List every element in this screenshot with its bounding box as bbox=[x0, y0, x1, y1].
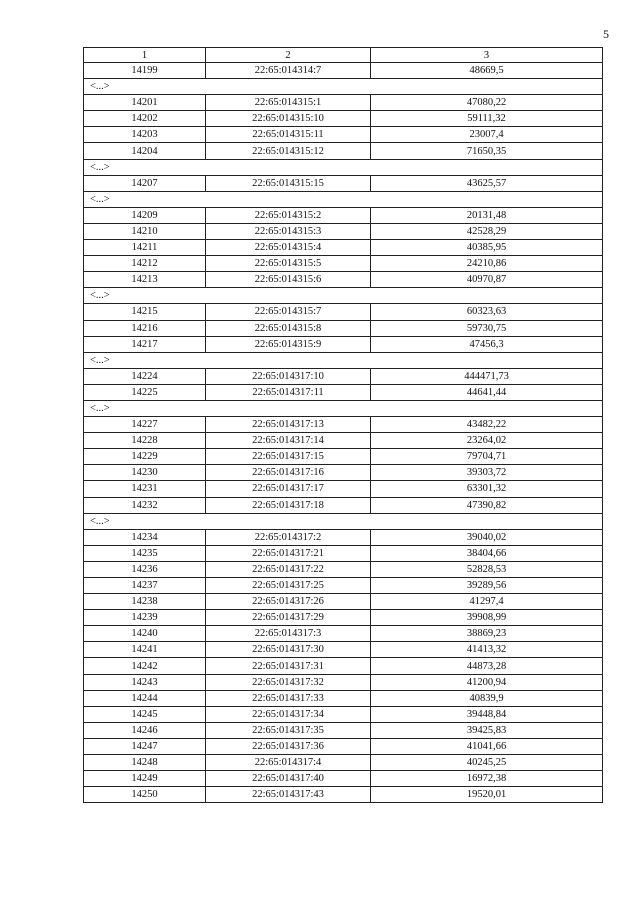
table-row bbox=[84, 111, 603, 127]
omission-marker: <...> bbox=[84, 352, 603, 368]
row-number-cell: 14238 bbox=[84, 594, 206, 610]
cadastral-number-cell: 22:65:014315:11 bbox=[206, 127, 371, 143]
row-number-cell: 14243 bbox=[84, 674, 206, 690]
row-number-cell: 14203 bbox=[84, 127, 206, 143]
column-header-1: 1 bbox=[84, 48, 206, 63]
table-row bbox=[84, 384, 603, 400]
table-row bbox=[84, 433, 603, 449]
value-cell: 38869,23 bbox=[371, 626, 603, 642]
omission-row bbox=[84, 400, 603, 416]
row-number-cell: 14201 bbox=[84, 95, 206, 111]
table-row bbox=[84, 207, 603, 223]
row-number-cell: 14245 bbox=[84, 706, 206, 722]
table-row bbox=[84, 755, 603, 771]
table-header-row bbox=[84, 48, 603, 63]
row-number-cell: 14207 bbox=[84, 175, 206, 191]
column-header-3: 3 bbox=[371, 48, 603, 63]
value-cell: 40385,95 bbox=[371, 240, 603, 256]
table-row bbox=[84, 561, 603, 577]
omission-row bbox=[84, 288, 603, 304]
value-cell: 41297,4 bbox=[371, 594, 603, 610]
table-row bbox=[84, 658, 603, 674]
value-cell: 40970,87 bbox=[371, 272, 603, 288]
value-cell: 47456,3 bbox=[371, 336, 603, 352]
omission-row bbox=[84, 79, 603, 95]
value-cell: 71650,35 bbox=[371, 143, 603, 159]
row-number-cell: 14225 bbox=[84, 384, 206, 400]
value-cell: 41413,32 bbox=[371, 642, 603, 658]
cadastral-number-cell: 22:65:014317:17 bbox=[206, 481, 371, 497]
row-number-cell: 14231 bbox=[84, 481, 206, 497]
row-number-cell: 14210 bbox=[84, 223, 206, 239]
omission-marker: <...> bbox=[84, 79, 603, 95]
cadastral-number-cell: 22:65:014314:7 bbox=[206, 63, 371, 79]
table-row bbox=[84, 497, 603, 513]
cadastral-number-cell: 22:65:014315:3 bbox=[206, 223, 371, 239]
value-cell: 39289,56 bbox=[371, 578, 603, 594]
value-cell: 39908,99 bbox=[371, 610, 603, 626]
value-cell: 44641,44 bbox=[371, 384, 603, 400]
value-cell: 40839,9 bbox=[371, 690, 603, 706]
cadastral-number-cell: 22:65:014317:33 bbox=[206, 690, 371, 706]
omission-row bbox=[84, 352, 603, 368]
table-row bbox=[84, 674, 603, 690]
cadastral-number-cell: 22:65:014317:4 bbox=[206, 755, 371, 771]
value-cell: 40245,25 bbox=[371, 755, 603, 771]
row-number-cell: 14213 bbox=[84, 272, 206, 288]
row-number-cell: 14224 bbox=[84, 368, 206, 384]
row-number-cell: 14211 bbox=[84, 240, 206, 256]
table-row bbox=[84, 95, 603, 111]
omission-marker: <...> bbox=[84, 513, 603, 529]
row-number-cell: 14212 bbox=[84, 256, 206, 272]
cadastral-number-cell: 22:65:014317:10 bbox=[206, 368, 371, 384]
table-row bbox=[84, 610, 603, 626]
table-row bbox=[84, 787, 603, 803]
cadastral-number-cell: 22:65:014315:4 bbox=[206, 240, 371, 256]
omission-marker: <...> bbox=[84, 400, 603, 416]
value-cell: 52828,53 bbox=[371, 561, 603, 577]
table-row bbox=[84, 256, 603, 272]
row-number-cell: 14237 bbox=[84, 578, 206, 594]
value-cell: 47390,82 bbox=[371, 497, 603, 513]
cadastral-number-cell: 22:65:014317:36 bbox=[206, 738, 371, 754]
omission-row bbox=[84, 159, 603, 175]
cadastral-number-cell: 22:65:014317:15 bbox=[206, 449, 371, 465]
table-row bbox=[84, 417, 603, 433]
table-row bbox=[84, 594, 603, 610]
table-row bbox=[84, 143, 603, 159]
omission-row bbox=[84, 191, 603, 207]
value-cell: 59111,32 bbox=[371, 111, 603, 127]
cadastral-number-cell: 22:65:014317:35 bbox=[206, 722, 371, 738]
cadastral-number-cell: 22:65:014317:31 bbox=[206, 658, 371, 674]
table-row bbox=[84, 722, 603, 738]
row-number-cell: 14242 bbox=[84, 658, 206, 674]
row-number-cell: 14241 bbox=[84, 642, 206, 658]
table-row bbox=[84, 223, 603, 239]
row-number-cell: 14232 bbox=[84, 497, 206, 513]
value-cell: 41041,66 bbox=[371, 738, 603, 754]
table-row bbox=[84, 529, 603, 545]
row-number-cell: 14236 bbox=[84, 561, 206, 577]
omission-marker: <...> bbox=[84, 191, 603, 207]
row-number-cell: 14247 bbox=[84, 738, 206, 754]
table-row bbox=[84, 175, 603, 191]
omission-marker: <...> bbox=[84, 159, 603, 175]
table-row bbox=[84, 545, 603, 561]
cadastral-number-cell: 22:65:014317:34 bbox=[206, 706, 371, 722]
cadastral-number-cell: 22:65:014315:10 bbox=[206, 111, 371, 127]
row-number-cell: 14248 bbox=[84, 755, 206, 771]
value-cell: 63301,32 bbox=[371, 481, 603, 497]
cadastral-number-cell: 22:65:014317:3 bbox=[206, 626, 371, 642]
row-number-cell: 14228 bbox=[84, 433, 206, 449]
cadastral-number-cell: 22:65:014315:1 bbox=[206, 95, 371, 111]
table-row bbox=[84, 304, 603, 320]
cadastral-number-cell: 22:65:014317:30 bbox=[206, 642, 371, 658]
table-row bbox=[84, 626, 603, 642]
omission-row bbox=[84, 513, 603, 529]
table-row bbox=[84, 690, 603, 706]
cadastral-number-cell: 22:65:014317:32 bbox=[206, 674, 371, 690]
table-row bbox=[84, 63, 603, 79]
cadastral-number-cell: 22:65:014317:26 bbox=[206, 594, 371, 610]
row-number-cell: 14250 bbox=[84, 787, 206, 803]
value-cell: 43482,22 bbox=[371, 417, 603, 433]
cadastral-number-cell: 22:65:014315:9 bbox=[206, 336, 371, 352]
table-row bbox=[84, 240, 603, 256]
cadastral-number-cell: 22:65:014317:40 bbox=[206, 771, 371, 787]
row-number-cell: 14217 bbox=[84, 336, 206, 352]
value-cell: 44873,28 bbox=[371, 658, 603, 674]
cadastral-number-cell: 22:65:014317:2 bbox=[206, 529, 371, 545]
data-table bbox=[83, 47, 603, 803]
row-number-cell: 14244 bbox=[84, 690, 206, 706]
cadastral-number-cell: 22:65:014315:12 bbox=[206, 143, 371, 159]
row-number-cell: 14215 bbox=[84, 304, 206, 320]
cadastral-number-cell: 22:65:014317:11 bbox=[206, 384, 371, 400]
table-body bbox=[84, 48, 603, 803]
value-cell: 42528,29 bbox=[371, 223, 603, 239]
cadastral-number-cell: 22:65:014315:15 bbox=[206, 175, 371, 191]
cadastral-number-cell: 22:65:014317:29 bbox=[206, 610, 371, 626]
page-number: 5 bbox=[603, 27, 609, 41]
row-number-cell: 14249 bbox=[84, 771, 206, 787]
cadastral-number-cell: 22:65:014317:43 bbox=[206, 787, 371, 803]
cadastral-number-cell: 22:65:014317:25 bbox=[206, 578, 371, 594]
row-number-cell: 14216 bbox=[84, 320, 206, 336]
value-cell: 39040,02 bbox=[371, 529, 603, 545]
row-number-cell: 14199 bbox=[84, 63, 206, 79]
value-cell: 41200,94 bbox=[371, 674, 603, 690]
row-number-cell: 14230 bbox=[84, 465, 206, 481]
value-cell: 23264,02 bbox=[371, 433, 603, 449]
cadastral-number-cell: 22:65:014317:13 bbox=[206, 417, 371, 433]
value-cell: 39303,72 bbox=[371, 465, 603, 481]
table-row bbox=[84, 127, 603, 143]
table-row bbox=[84, 320, 603, 336]
table-row bbox=[84, 738, 603, 754]
row-number-cell: 14209 bbox=[84, 207, 206, 223]
row-number-cell: 14239 bbox=[84, 610, 206, 626]
value-cell: 20131,48 bbox=[371, 207, 603, 223]
cadastral-number-cell: 22:65:014317:21 bbox=[206, 545, 371, 561]
table-row bbox=[84, 578, 603, 594]
value-cell: 43625,57 bbox=[371, 175, 603, 191]
cadastral-number-cell: 22:65:014315:6 bbox=[206, 272, 371, 288]
value-cell: 39425,83 bbox=[371, 722, 603, 738]
value-cell: 59730,75 bbox=[371, 320, 603, 336]
row-number-cell: 14240 bbox=[84, 626, 206, 642]
row-number-cell: 14234 bbox=[84, 529, 206, 545]
value-cell: 38404,66 bbox=[371, 545, 603, 561]
value-cell: 444471,73 bbox=[371, 368, 603, 384]
column-header-2: 2 bbox=[206, 48, 371, 63]
table-row bbox=[84, 706, 603, 722]
row-number-cell: 14202 bbox=[84, 111, 206, 127]
table-row bbox=[84, 642, 603, 658]
table-row bbox=[84, 368, 603, 384]
value-cell: 19520,01 bbox=[371, 787, 603, 803]
row-number-cell: 14204 bbox=[84, 143, 206, 159]
table-row bbox=[84, 272, 603, 288]
table-row bbox=[84, 771, 603, 787]
value-cell: 23007,4 bbox=[371, 127, 603, 143]
cadastral-number-cell: 22:65:014315:5 bbox=[206, 256, 371, 272]
cadastral-number-cell: 22:65:014315:8 bbox=[206, 320, 371, 336]
value-cell: 16972,38 bbox=[371, 771, 603, 787]
value-cell: 39448,84 bbox=[371, 706, 603, 722]
value-cell: 79704,71 bbox=[371, 449, 603, 465]
table-row bbox=[84, 336, 603, 352]
cadastral-number-cell: 22:65:014317:14 bbox=[206, 433, 371, 449]
table-row bbox=[84, 465, 603, 481]
row-number-cell: 14235 bbox=[84, 545, 206, 561]
cadastral-number-cell: 22:65:014317:16 bbox=[206, 465, 371, 481]
row-number-cell: 14229 bbox=[84, 449, 206, 465]
table-row bbox=[84, 481, 603, 497]
value-cell: 24210,86 bbox=[371, 256, 603, 272]
cadastral-number-cell: 22:65:014317:18 bbox=[206, 497, 371, 513]
omission-marker: <...> bbox=[84, 288, 603, 304]
cadastral-number-cell: 22:65:014315:7 bbox=[206, 304, 371, 320]
cadastral-number-cell: 22:65:014317:22 bbox=[206, 561, 371, 577]
cadastral-number-cell: 22:65:014315:2 bbox=[206, 207, 371, 223]
value-cell: 60323,63 bbox=[371, 304, 603, 320]
table-row bbox=[84, 449, 603, 465]
value-cell: 47080,22 bbox=[371, 95, 603, 111]
row-number-cell: 14227 bbox=[84, 417, 206, 433]
row-number-cell: 14246 bbox=[84, 722, 206, 738]
value-cell: 48669,5 bbox=[371, 63, 603, 79]
